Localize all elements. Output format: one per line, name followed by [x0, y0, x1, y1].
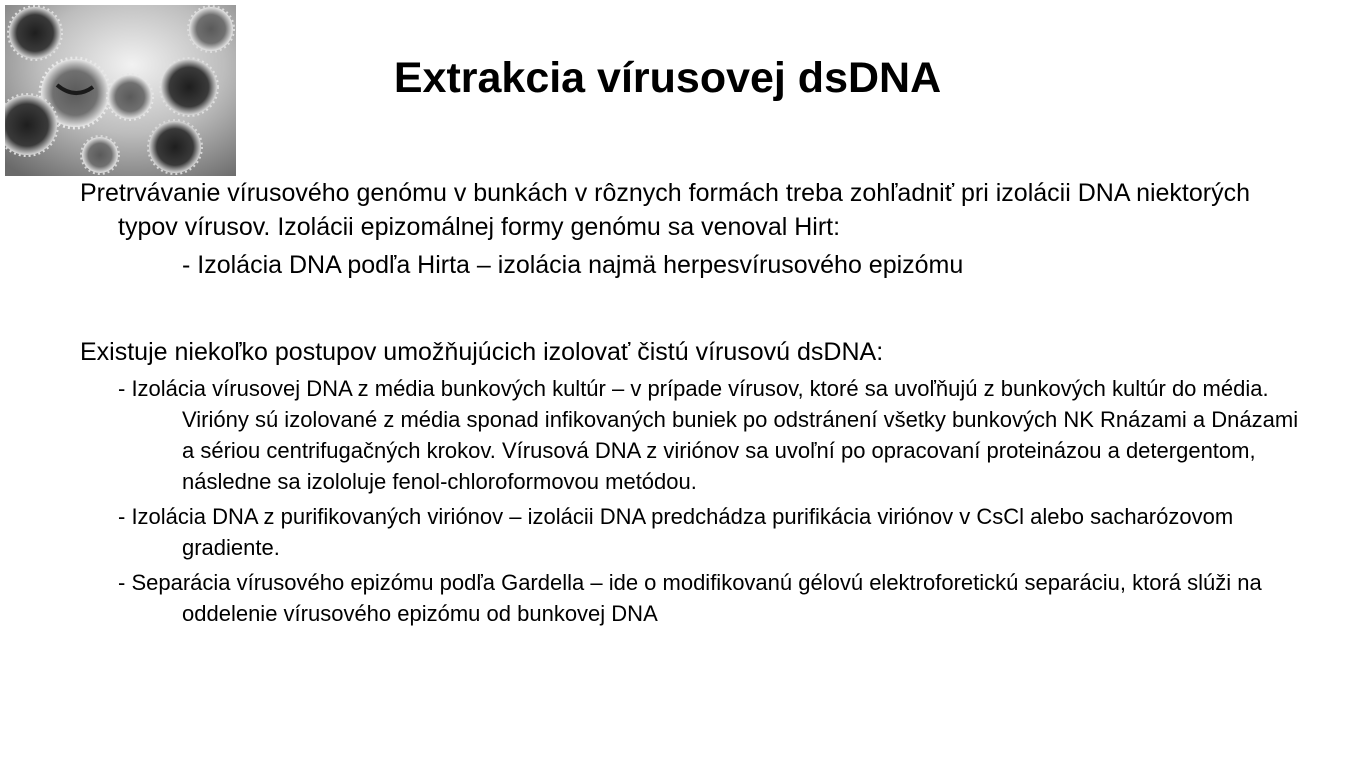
- slide-title: Extrakcia vírusovej dsDNA: [393, 54, 942, 102]
- method-item: - Izolácia DNA z purifikovaných viriónov – izolácii DNA predchádza purifikácia viriónov v CsCl alebo sacharózovom gradiente.: [118, 504, 1234, 560]
- method-item: - Separácia vírusového epizómu podľa Gardella – ide o modifikovanú gélovú elektroforetickú separáciu, ktorá slúži na oddelenie vírusového epizómu od bunkovej DNA: [118, 570, 1262, 626]
- methods-block: [80, 335, 1310, 629]
- method-item: - Izolácia vírusovej DNA z média bunkových kultúr – v prípade vírusov, ktoré sa uvoľňujú z bunkových kultúr do média. Virióny sú izolované z média sponad infikovaných buniek po odstránení všetky bunkových NK Rnázami a Dnázami a sériou centrifugačných krokov. Vírusová DNA z viriónov sa uvoľní po opracovaní proteinázou a detergentom, následne sa izololuje fenol-chloroformovou metódou.: [118, 376, 1299, 494]
- virus-micrograph-icon: [5, 5, 236, 176]
- intro-paragraph: Pretrvávanie vírusového genómu v bunkách v rôznych formách treba zohľadniť pri izolácii DNA niektorých typov vírusov. Izolácii epizomálnej formy genómu sa venoval Hirt:: [80, 179, 1251, 241]
- methods-heading: Existuje niekoľko postupov umožňujúcich izolovať čistú vírusovú dsDNA:: [80, 338, 884, 366]
- intro-sub-item: - Izolácia DNA podľa Hirta – izolácia najmä herpesvírusového epizómu: [182, 251, 964, 279]
- intro-block: [80, 176, 1310, 282]
